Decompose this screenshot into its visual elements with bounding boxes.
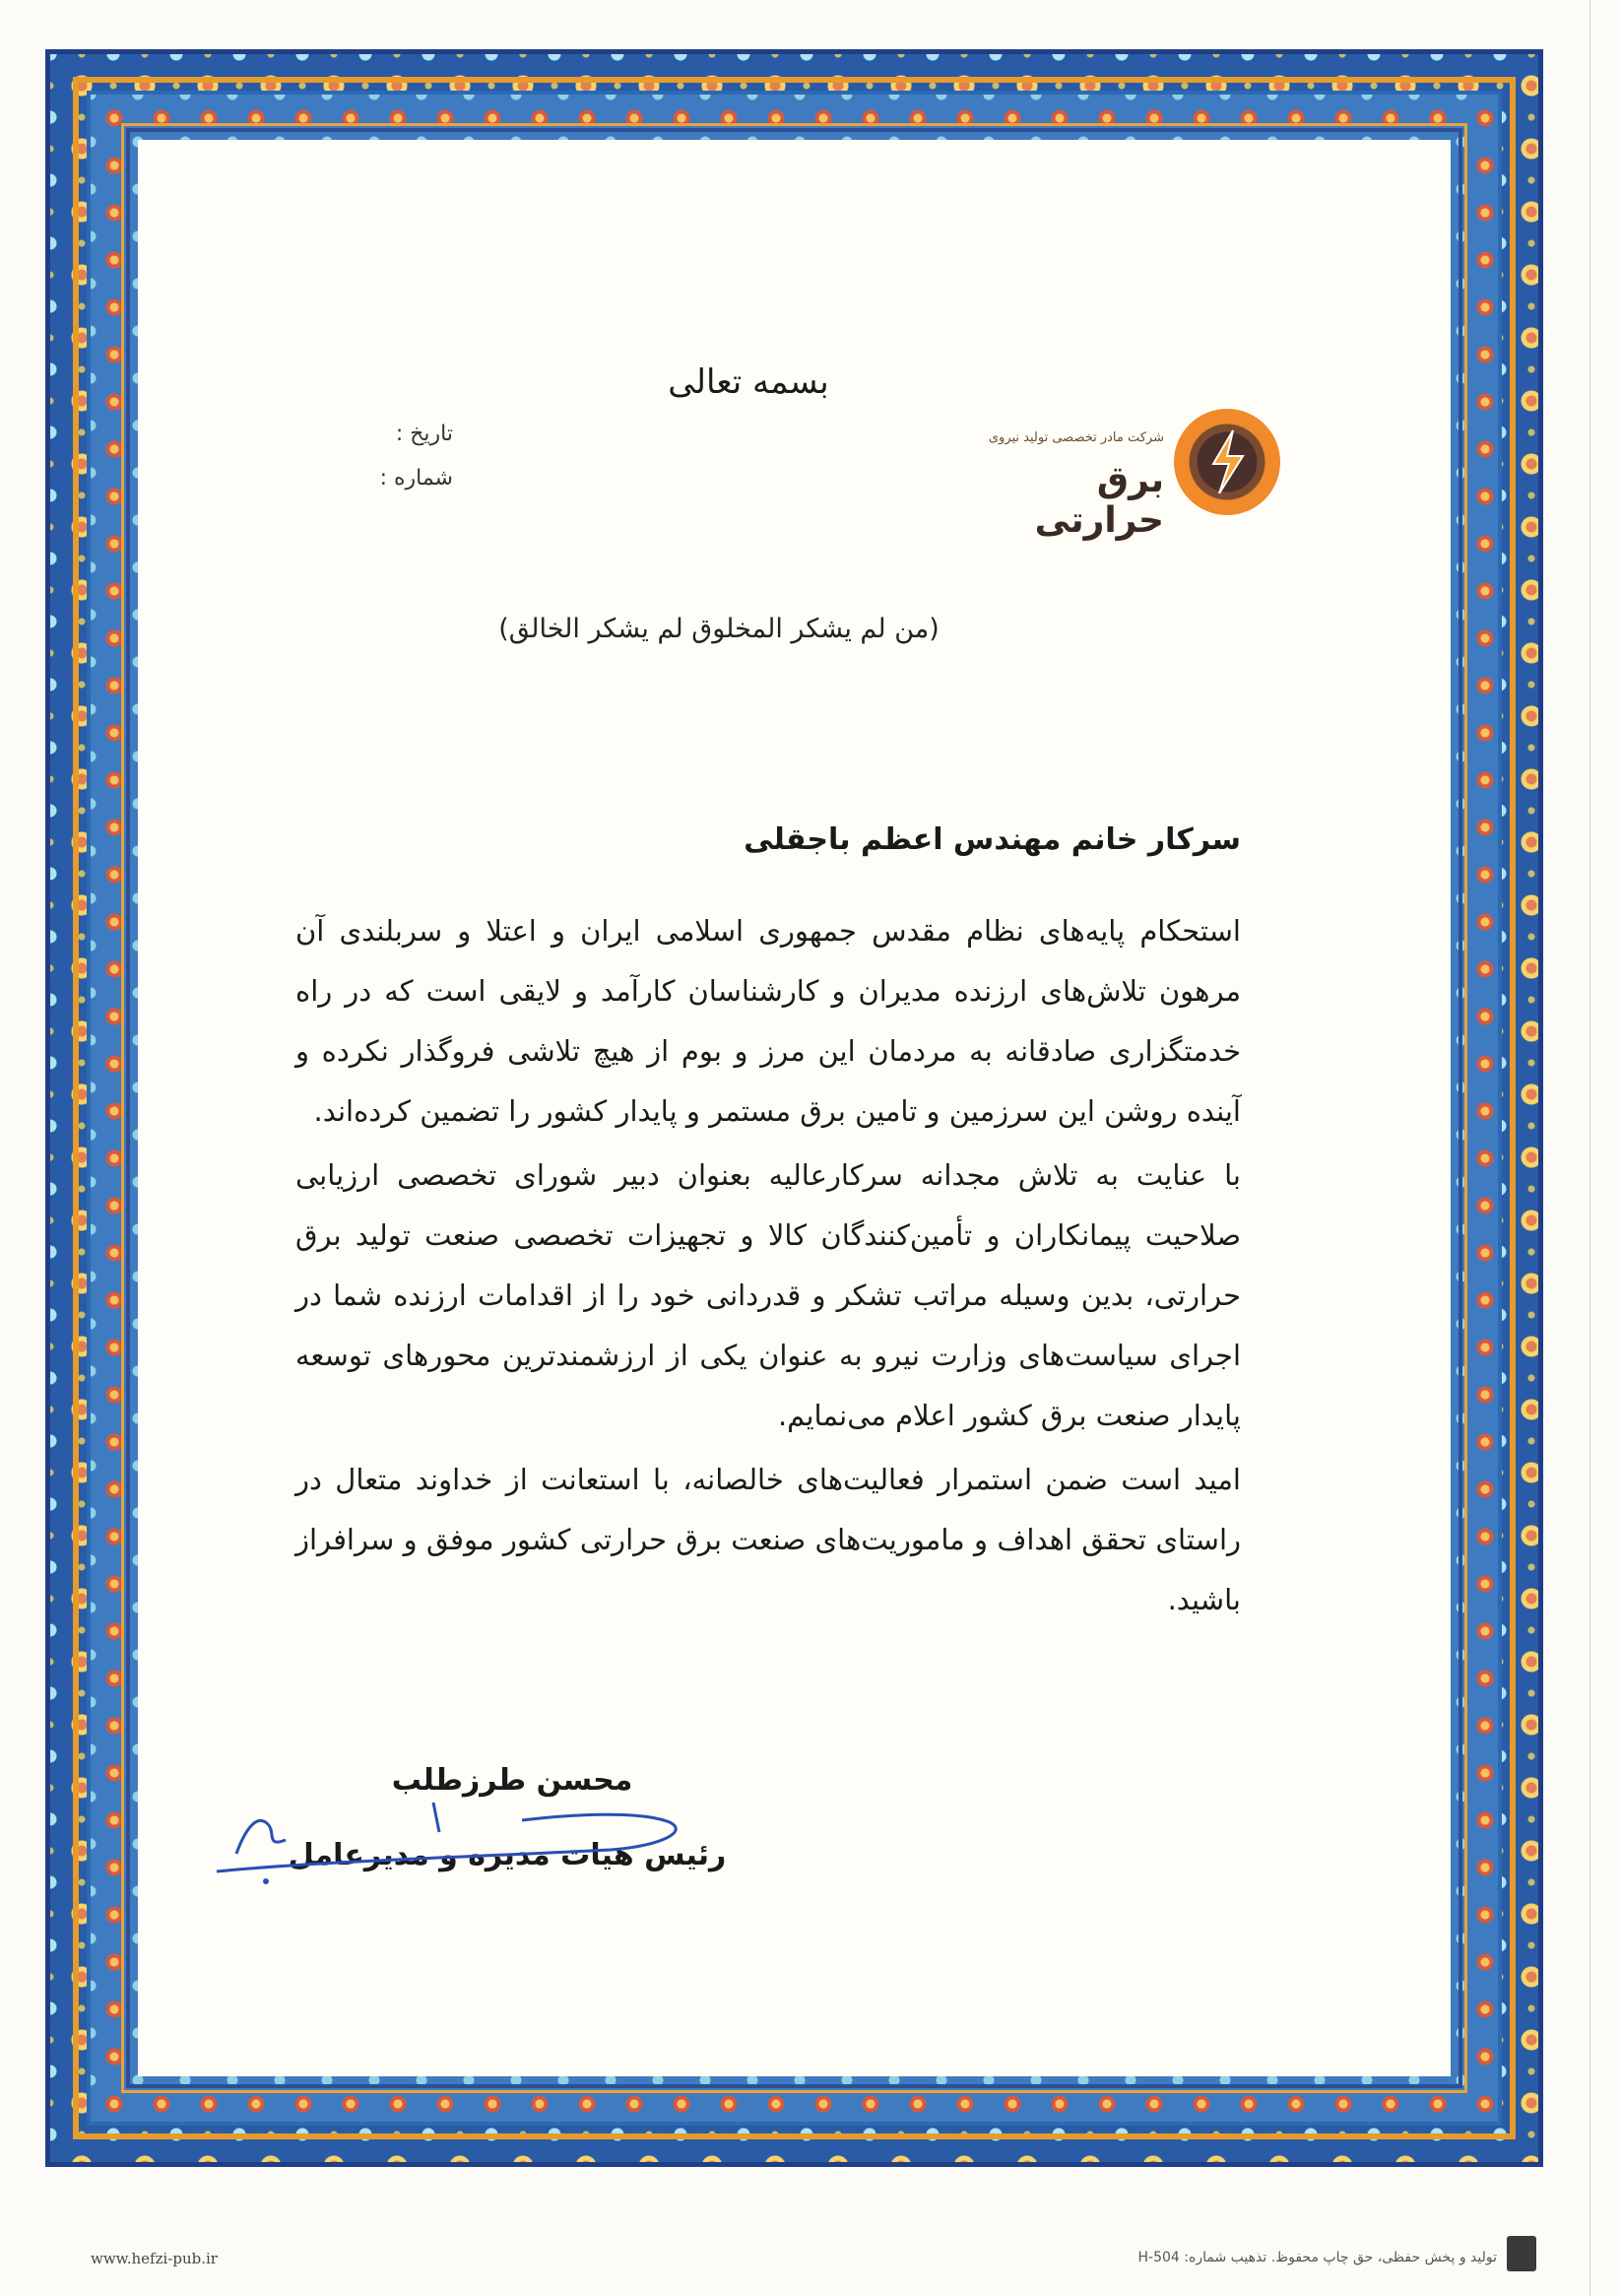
publisher-logo-icon <box>1507 2236 1536 2271</box>
body-paragraph: استحکام پایه‌های نظام مقدس جمهوری اسلامی ایران و اعتلا و سربلندی آن مرهون تلاش‌های ارزنده مدیران و کارشناسان کارآمد و لایقی است که در راه خدمتگزاری صادقانه به مردمان این مرز و بوم از هیچ تلاشی فروگذار نکرده و آینده روشن این سرزمین و تامین برق مستمر و پایدار کشور را تضمین کرده‌اند. <box>295 914 1241 1128</box>
body-paragraph: با عنایت به تلاش مجدانه سرکارعالیه بعنوان دبیر شورای تخصصی ارزیابی صلاحیت پیمانکاران و تأمین‌کنندگان کالا و تجهیزات تخصصی صنعت تولید برق حرارتی، بدین وسیله مراتب تشکر و قدردانی خود را از اقدامات ارزنده شما در اجرای سیاست‌های وزارت نیرو به عنوان یکی از ارزشمندترین محورهای توسعه پایدار صنعت برق کشور اعلام می‌نمایم. <box>295 1158 1241 1432</box>
company-logo <box>985 409 1280 541</box>
signer-title: رئیس هیات مدیره و مدیرعامل <box>288 1838 727 1872</box>
body-paragraph: امید است ضمن استمرار فعالیت‌های خالصانه، با استعانت از خداوند متعال در راستای تحقق اهداف و ماموریت‌های صنعت برق حرارتی کشور موفق و سرافراز باشید. <box>295 1463 1241 1616</box>
signer-name: محسن طرزطلب <box>391 1763 633 1798</box>
letter-body <box>295 901 1241 1630</box>
footer-url: www.hefzi-pub.ir <box>91 2250 218 2267</box>
salutation: سرکار خانم مهندس اعظم باجقلی <box>744 822 1241 857</box>
quote-line: (من لم یشکر المخلوق لم یشکر الخالق) <box>498 614 940 644</box>
logo-name: برق حرارتی <box>1034 460 1164 541</box>
logo-subtitle: شرکت مادر تخصصی تولید نیروی <box>988 430 1164 445</box>
scan-fold-line <box>1589 0 1590 2296</box>
footer-credit: تولید و پخش حفظی، حق چاپ محفوظ. تذهیب شماره: H-504 <box>1137 2250 1497 2265</box>
lightning-bolt-icon <box>1174 409 1280 515</box>
date-label: تاریخ : <box>395 422 453 446</box>
number-label: شماره : <box>379 466 453 491</box>
letter-heading: بسمه تعالی <box>668 362 829 402</box>
handwritten-signature <box>197 1763 709 1901</box>
